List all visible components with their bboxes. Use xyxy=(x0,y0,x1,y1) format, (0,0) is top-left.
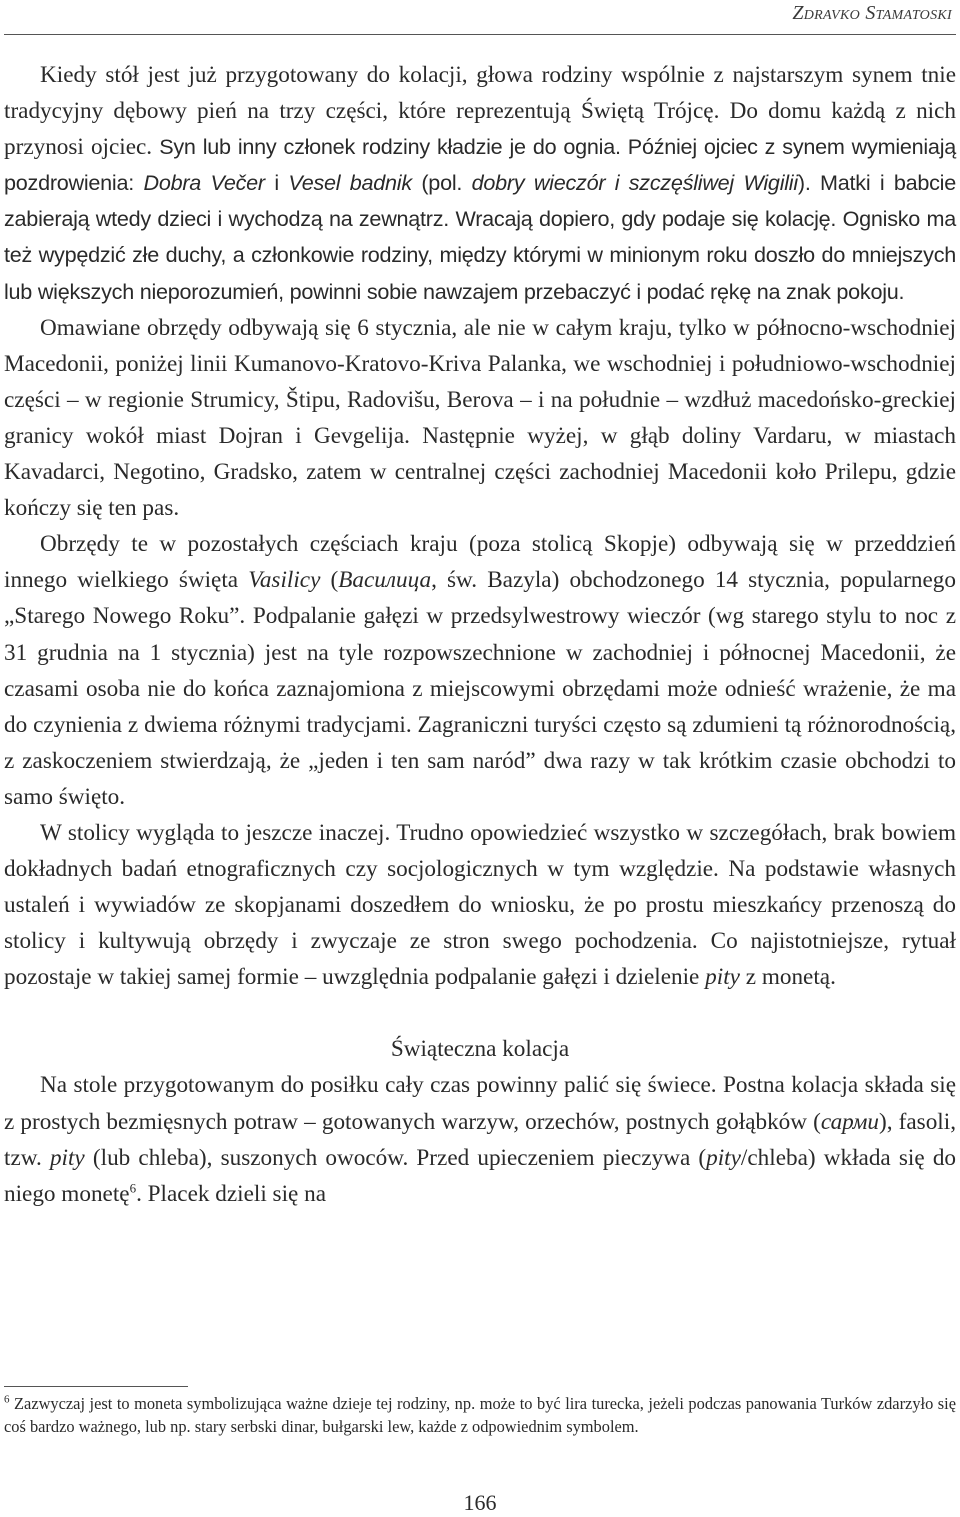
paragraph-1-part-a: Kiedy stół jest już przygotowany do kolacji, głowa rodziny wspólnie z najstarszym synem tnie tradycyjny dębowy pień na trzy części, które reprezentują Świętą Trójcę. Do domu każdą z nich przynosi ojciec. xyxy=(4,62,956,161)
greeting-vesel-badnik: Vesel badnik xyxy=(288,170,412,196)
paragraph-1-text-b: Syn lub inny członek rodziny kładzie je do ognia. Później ojciec z synem wymieniają pozdrowienia: xyxy=(4,134,956,196)
footnote-reference[interactable]: 6 xyxy=(129,1179,137,1195)
paragraph-2: Omawiane obrzędy odbywają się 6 stycznia, ale nie w całym kraju, tylko w północno-wschodniej Macedonii, poniżej linii Kumanovo-Kratovo-Kriva Palanka, we wschodniej i południowo-wschodniej części – w regionie Strumicy, Štipu, Radovišu, Berova – i na południe – wzdłuż macedońsko-greckiej granicy wokół miast Dojran i Gevgelija. Następnie wyżej, w głąb doliny Vardaru, w miastach Kavadarci, Negotino, Gradsko, zatem w centralnej części zachodniej Macedonii koło Prilepu, gdzie kończy się ten pas. xyxy=(4,314,956,522)
paragraph-1-text-d: i xyxy=(264,170,289,196)
section-paragraph-text-e: (lub chleba), suszonych owoców. Przed upieczeniem pieczywa ( xyxy=(84,1144,707,1171)
translation-polish: dobry wieczór i szczęśliwej Wigilii xyxy=(471,170,798,196)
section-paragraph-text-g: /chleba) wkłada się do niego monetę xyxy=(4,1144,957,1207)
footnote xyxy=(4,1393,956,1438)
header-rule xyxy=(4,34,956,35)
term-vasilica-cyrillic: Василица xyxy=(338,567,432,594)
paragraph-4-text-c: z monetą. xyxy=(739,964,836,991)
term-pity-2: pity xyxy=(49,1144,85,1171)
paragraph-3-text-a: Obrzędy te w pozostałych częściach kraju (poza stolicą Skopje) odbywają się w przeddzień innego wielkiego święta xyxy=(4,531,956,594)
term-pity-3: pity xyxy=(706,1144,741,1171)
term-vasilicy: Vasilicy xyxy=(248,567,321,594)
paragraph-4-text-a: W stolicy wygląda to jeszcze inaczej. Trudno opowiedzieć wszystko w szczegółach, brak bowiem dokładnych badań etnograficznych czy socjologicznych w tym względzie. Na podstawie własnych ustaleń i wywiadów ze skopjanami doszedłem do wniosku, że po prostu mieszkańcy przenoszą do stolicy i kultywują obrzędy i zwyczaje ze stron swego pochodzenia. Co najistotniejsze, rytuał pozostaje w takiej samej formie – uwzględnia podpalanie gałęzi i dzielenie xyxy=(4,819,956,991)
section-paragraph-text-c: ), fasoli, tzw. xyxy=(4,1108,956,1171)
section-paragraph-text-a: Na stole przygotowanym do posiłku cały czas powinny palić się świece. Postna kolacja składa się z prostych bezmięsnych potraw – gotowanych warzyw, orzechów, postnych gołąbków ( xyxy=(4,1072,956,1135)
paragraph-4 xyxy=(4,815,956,995)
body-text xyxy=(4,57,956,1212)
running-head-author: Zdravko Stamatoski xyxy=(792,2,952,24)
term-pity: pity xyxy=(705,964,740,991)
paragraph-1 xyxy=(4,57,956,310)
paragraph-3-text-e: , św. Bazyla) obchodzonego 14 stycznia, popularnego „Starego Nowego Roku”. Podpalanie gałęzi w przedsylwestrowy wieczór (wg starego stylu to noc z 31 grudnia na 1 stycznia) jest na tyle rozpowszechnione w zachodniej i północnej Macedonii, że czasami osoba nie do końca zaznajomiona z miejscowymi obrzędami może odnieść wrażenie, że ma do czynienia z dwiema różnymi tradycjami. Zagraniczni turyści często są zdumieni tą różnorodnością, z zaskoczeniem stwierdzają, że „jeden i ten sam naród” dwa razy w tak krótkim czasie obchodzi to samo święto. xyxy=(4,567,956,810)
paragraph-3 xyxy=(4,526,956,815)
term-sarmi: сарми xyxy=(820,1108,880,1135)
paragraph-1-text-f: (pol. xyxy=(411,170,472,196)
paragraph-1-text-h: ). Matki i babcie zabierają wtedy dzieci i wychodzą na zewnątrz. Wracają dopiero, gdy podaje się kolację. Ognisko ma też wypędzić złe duchy, a członkowie rodziny, między którymi w minionym roku doszło do mniejszych lub większych nieporozumień, powinni sobie nawzajem przebaczyć i podać rękę na znak pokoju. xyxy=(4,170,956,304)
footnote-text: Zazwyczaj jest to moneta symbolizująca ważne dzieje tej rodziny, np. może to być lira turecka, jeżeli podczas panowania Turków zdarzyło się coś bardzo ważnego, lub np. stary serbski dinar, bułgarski lew, każde z odpowiednim symbolem. xyxy=(4,1394,956,1436)
page-number: 166 xyxy=(463,1490,497,1515)
footnote-separator xyxy=(4,1386,188,1387)
greeting-dobra-vecer: Dobra Večer xyxy=(143,170,265,196)
section-paragraph-1 xyxy=(4,1067,956,1211)
section-heading: Świąteczna kolacja xyxy=(390,1036,570,1063)
paragraph-3-text-c: ( xyxy=(320,567,339,594)
section-paragraph-text-h: . Placek dzieli się na xyxy=(136,1180,327,1207)
footnote-number: 6 xyxy=(4,1393,10,1406)
